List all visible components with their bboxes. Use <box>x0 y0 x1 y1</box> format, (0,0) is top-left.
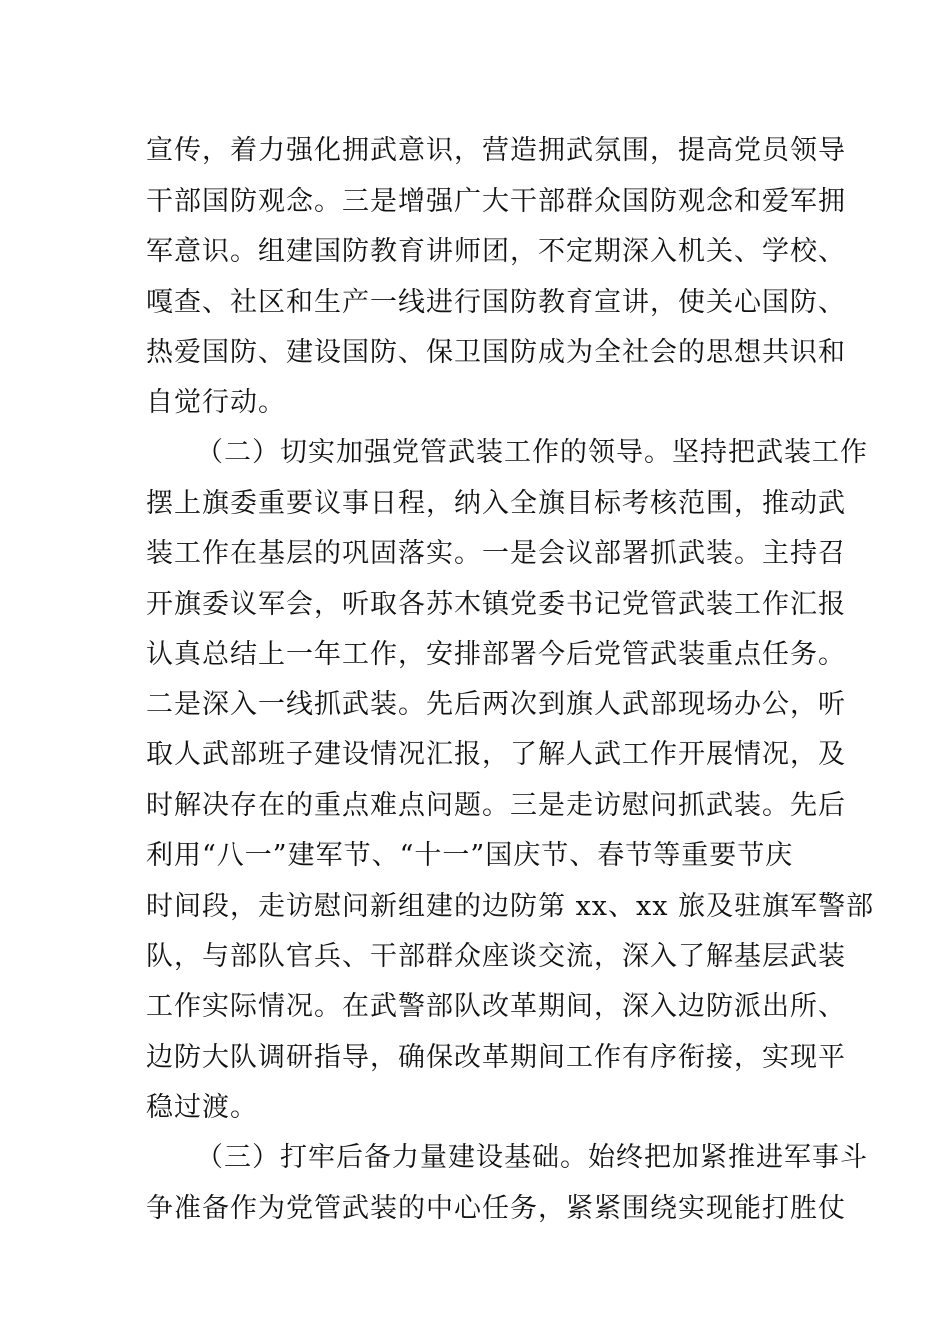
text-line: 热爱国防、建设国防、保卫国防成为全社会的思想共识和 <box>146 337 846 368</box>
section-heading-line: （二）切实加强党管武装工作的领导。坚持把武装工作 <box>196 437 868 468</box>
text-line: 开旗委议军会，听取各苏木镇党委书记党管武装工作汇报 <box>146 589 846 620</box>
text-line: 取人武部班子建设情况汇报，了解人武工作开展情况，及 <box>146 739 846 770</box>
text-line: 装工作在基层的巩固落实。一是会议部署抓武装。主持召 <box>146 538 846 569</box>
text-line: 嘎查、社区和生产一线进行国防教育宣讲，使关心国防、 <box>146 287 846 318</box>
text-line: 稳过渡。 <box>146 1092 258 1123</box>
text-line: 利用“八一”建军节、“十一”国庆节、春节等重要节庆 <box>146 840 794 871</box>
text-line: 争准备作为党管武装的中心任务，紧紧围绕实现能打胜仗 <box>146 1193 846 1224</box>
text-line: 队，与部队官兵、干部群众座谈交流，深入了解基层武装 <box>146 941 846 972</box>
text-line: 时间段，走访慰问新组建的边防第 xx、xx 旅及驻旗军警部 <box>146 891 875 922</box>
text-line: 认真总结上一年工作，安排部署今后党管武装重点任务。 <box>146 639 846 670</box>
text-line: 时解决存在的重点难点问题。三是走访慰问抓武装。先后 <box>146 790 846 821</box>
text-line: 宣传，着力强化拥武意识，营造拥武氛围，提高党员领导 <box>146 135 846 166</box>
text-line: 工作实际情况。在武警部队改革期间，深入边防派出所、 <box>146 991 846 1022</box>
text-line: 军意识。组建国防教育讲师团，不定期深入机关、学校、 <box>146 236 846 267</box>
section-heading-line: （三）打牢后备力量建设基础。始终把加紧推进军事斗 <box>196 1142 868 1173</box>
text-line: 边防大队调研指导，确保改革期间工作有序衔接，实现平 <box>146 1042 846 1073</box>
text-line: 二是深入一线抓武装。先后两次到旗人武部现场办公，听 <box>146 689 846 720</box>
text-line: 自觉行动。 <box>146 387 286 418</box>
text-line: 摆上旗委重要议事日程，纳入全旗目标考核范围，推动武 <box>146 488 846 519</box>
text-line: 干部国防观念。三是增强广大干部群众国防观念和爱军拥 <box>146 186 846 217</box>
